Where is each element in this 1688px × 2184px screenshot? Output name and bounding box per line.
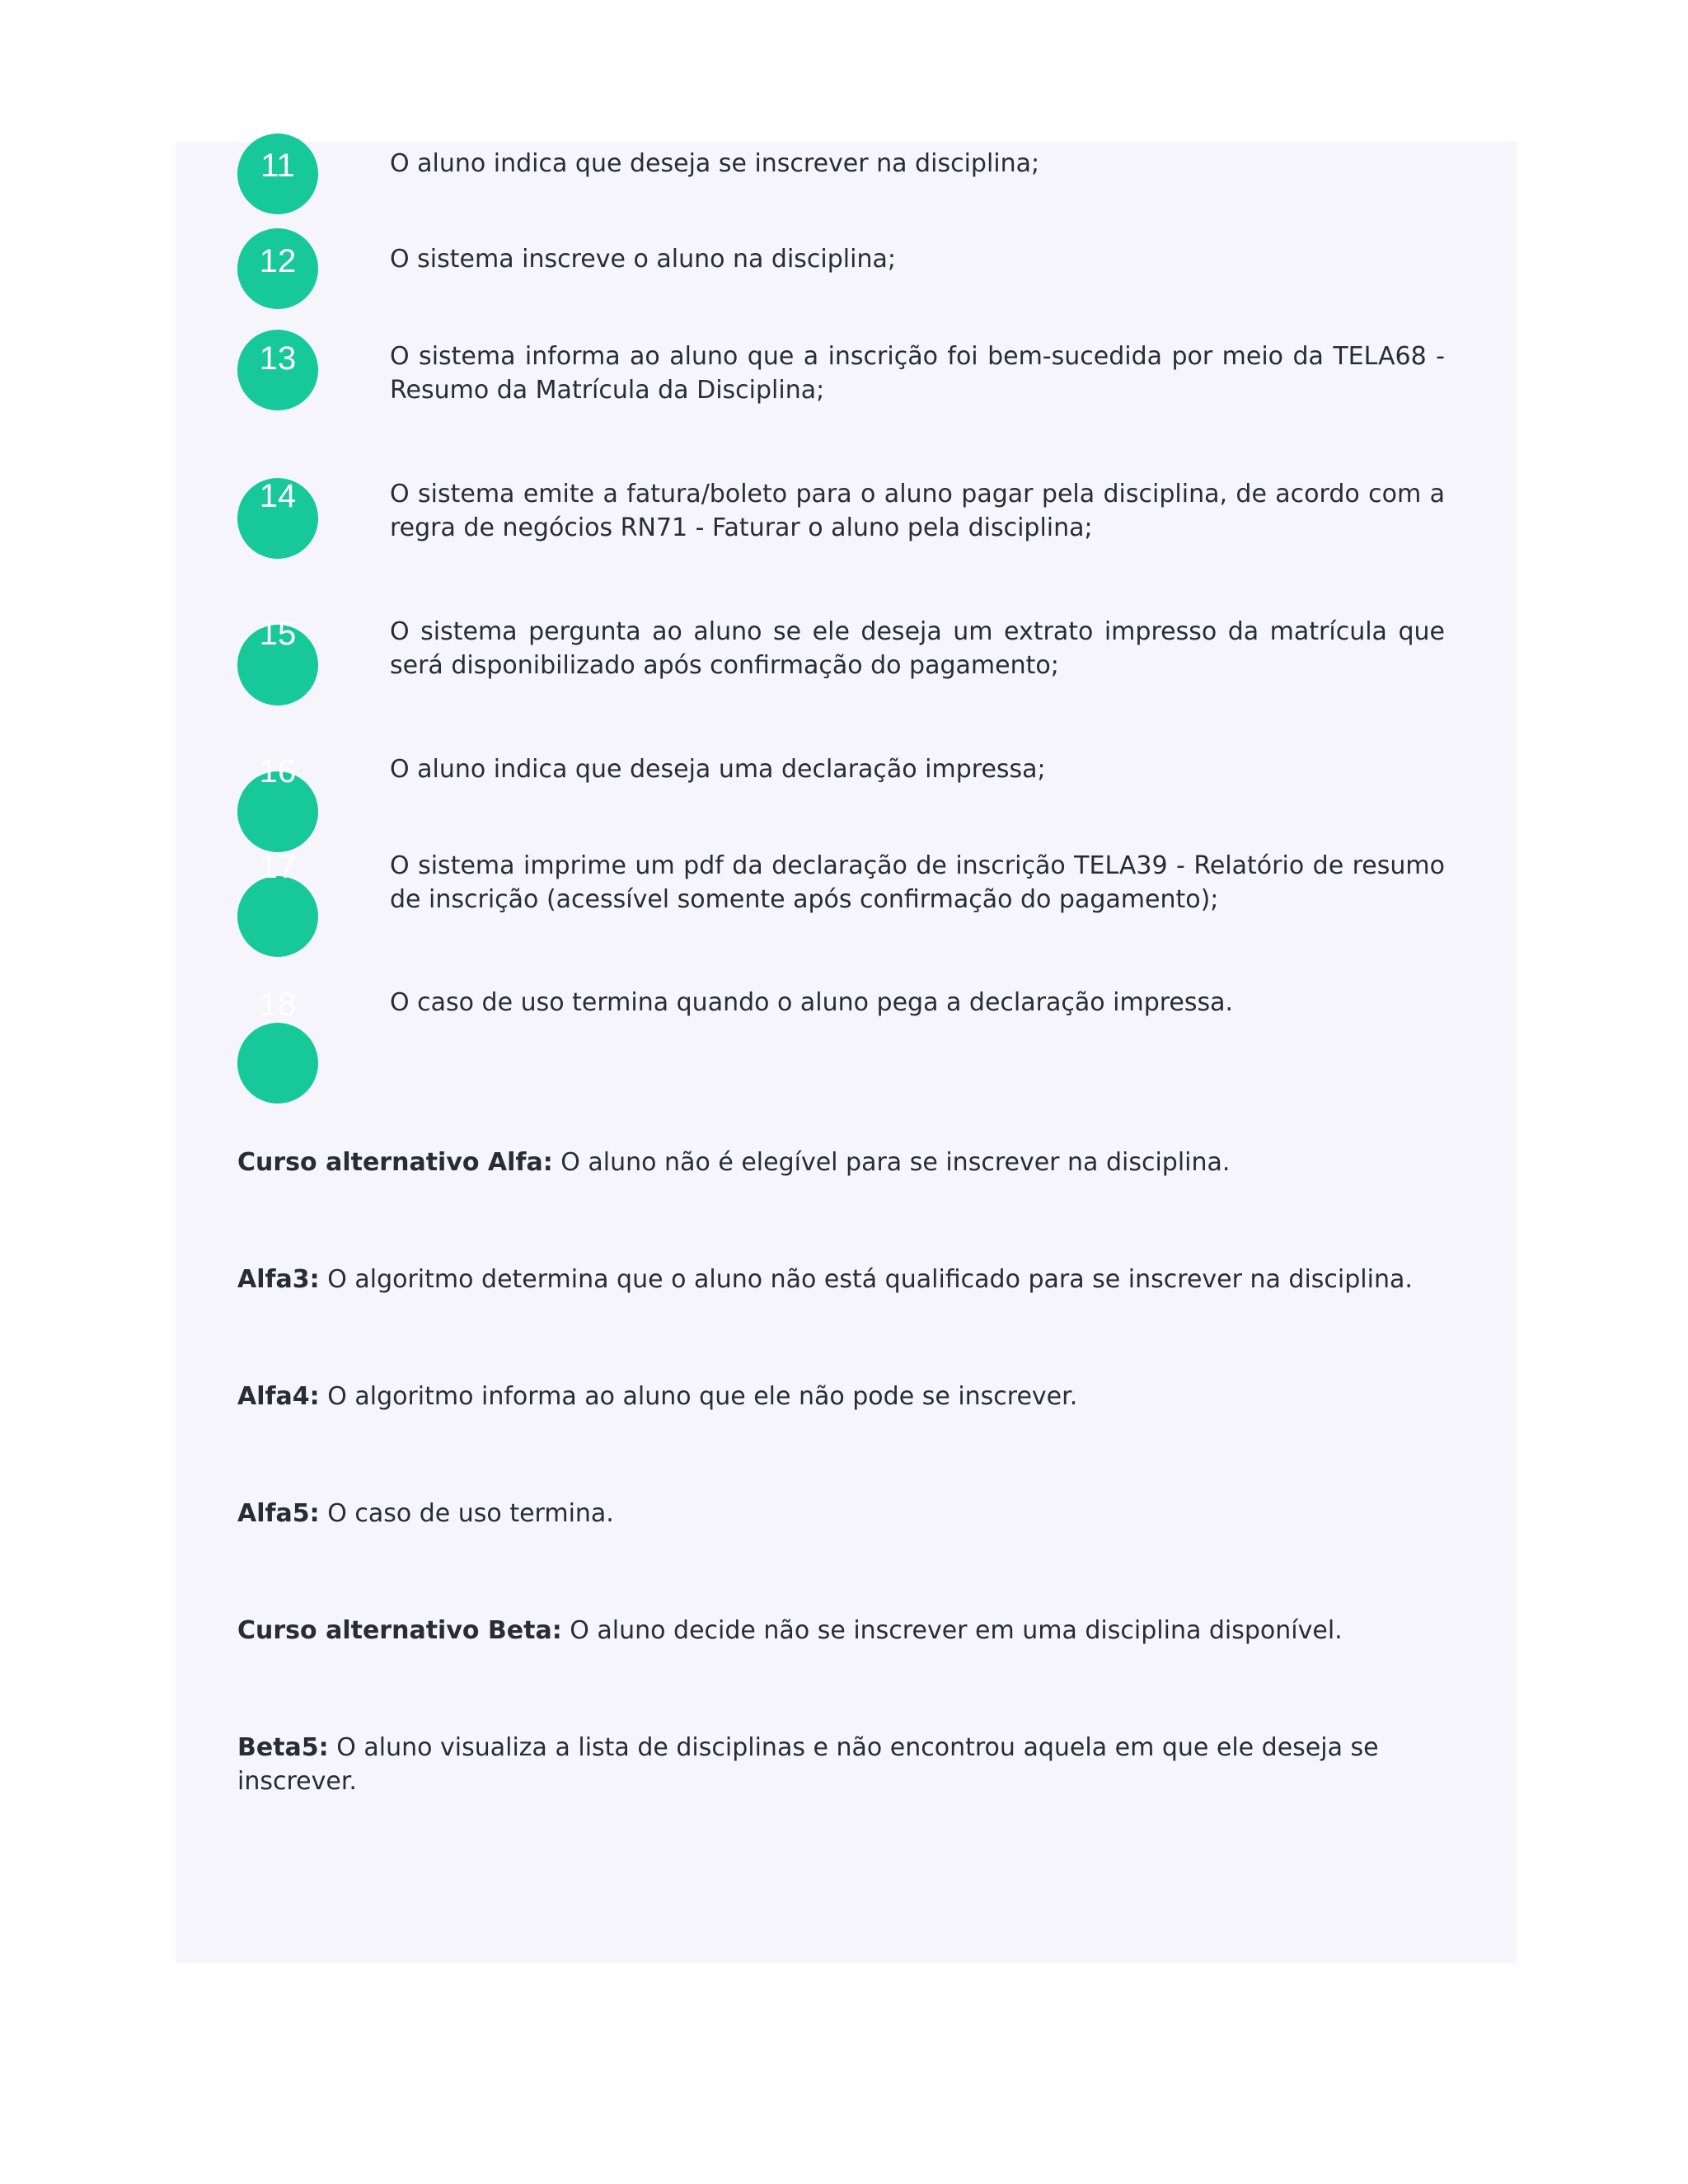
step-number: 13 xyxy=(259,340,297,377)
step-number: 15 xyxy=(259,616,297,652)
step-text: O sistema pergunta ao aluno se ele deseja um extrato impresso da matrícula que será disponibilizado após confirmação do pagamento; xyxy=(390,617,1445,680)
alt-text: O aluno decide não se inscrever em uma disciplina disponível. xyxy=(561,1616,1343,1645)
step-text: O sistema inscreve o aluno na disciplina; xyxy=(390,245,896,274)
alt-text: O aluno visualiza a lista de disciplinas e não encontrou aquela em que ele deseja se inscrever. xyxy=(237,1733,1379,1796)
step-number: 18 xyxy=(259,987,297,1023)
alt-text: O aluno não é elegível para se inscrever na disciplina. xyxy=(552,1148,1231,1177)
alt-course-beta xyxy=(237,1614,1482,1647)
step-text: O aluno indica que deseja uma declaração impressa; xyxy=(390,755,1046,784)
alt-label: Curso alternativo Alfa: xyxy=(237,1148,553,1177)
alt-text: O algoritmo determina que o aluno não está qualificado para se inscrever na disciplina. xyxy=(319,1265,1413,1294)
alt-label: Alfa4: xyxy=(237,1382,320,1411)
step-marker-circle xyxy=(237,1023,318,1104)
alt-label: Alfa3: xyxy=(237,1265,320,1294)
alt-step-alfa5 xyxy=(237,1497,1482,1530)
alt-label: Beta5: xyxy=(237,1733,329,1762)
alt-text: O caso de uso termina. xyxy=(319,1499,614,1528)
step-text: O aluno indica que deseja se inscrever na disciplina; xyxy=(390,149,1040,178)
document-panel xyxy=(176,142,1517,1963)
alt-step-alfa3 xyxy=(237,1263,1482,1296)
step-number: 14 xyxy=(259,478,297,514)
alt-label: Alfa5: xyxy=(237,1499,320,1528)
step-text: O sistema imprime um pdf da declaração de inscrição TELA39 - Relatório de resumo de inscrição (acessível somente após confirmação do pagamento); xyxy=(390,851,1445,914)
alt-step-beta5 xyxy=(237,1731,1482,1798)
alt-step-alfa4 xyxy=(237,1380,1482,1413)
alt-label: Curso alternativo Beta: xyxy=(237,1616,562,1645)
alt-text: O algoritmo informa ao aluno que ele não pode se inscrever. xyxy=(319,1382,1078,1411)
step-number: 16 xyxy=(259,753,297,790)
step-text: O caso de uso termina quando o aluno pega a declaração impressa. xyxy=(390,988,1234,1017)
step-text: O sistema informa ao aluno que a inscrição foi bem-sucedida por meio da TELA68 - Resumo da Matrícula da Disciplina; xyxy=(390,342,1445,405)
step-marker-circle xyxy=(237,876,318,957)
step-number: 17 xyxy=(259,849,297,885)
alt-course-alfa xyxy=(237,1146,1482,1179)
step-number: 11 xyxy=(260,148,295,184)
step-number: 12 xyxy=(259,243,297,279)
step-text: O sistema emite a fatura/boleto para o aluno pagar pela disciplina, de acordo com a regra de negócios RN71 - Faturar o aluno pela disciplina; xyxy=(390,480,1445,542)
